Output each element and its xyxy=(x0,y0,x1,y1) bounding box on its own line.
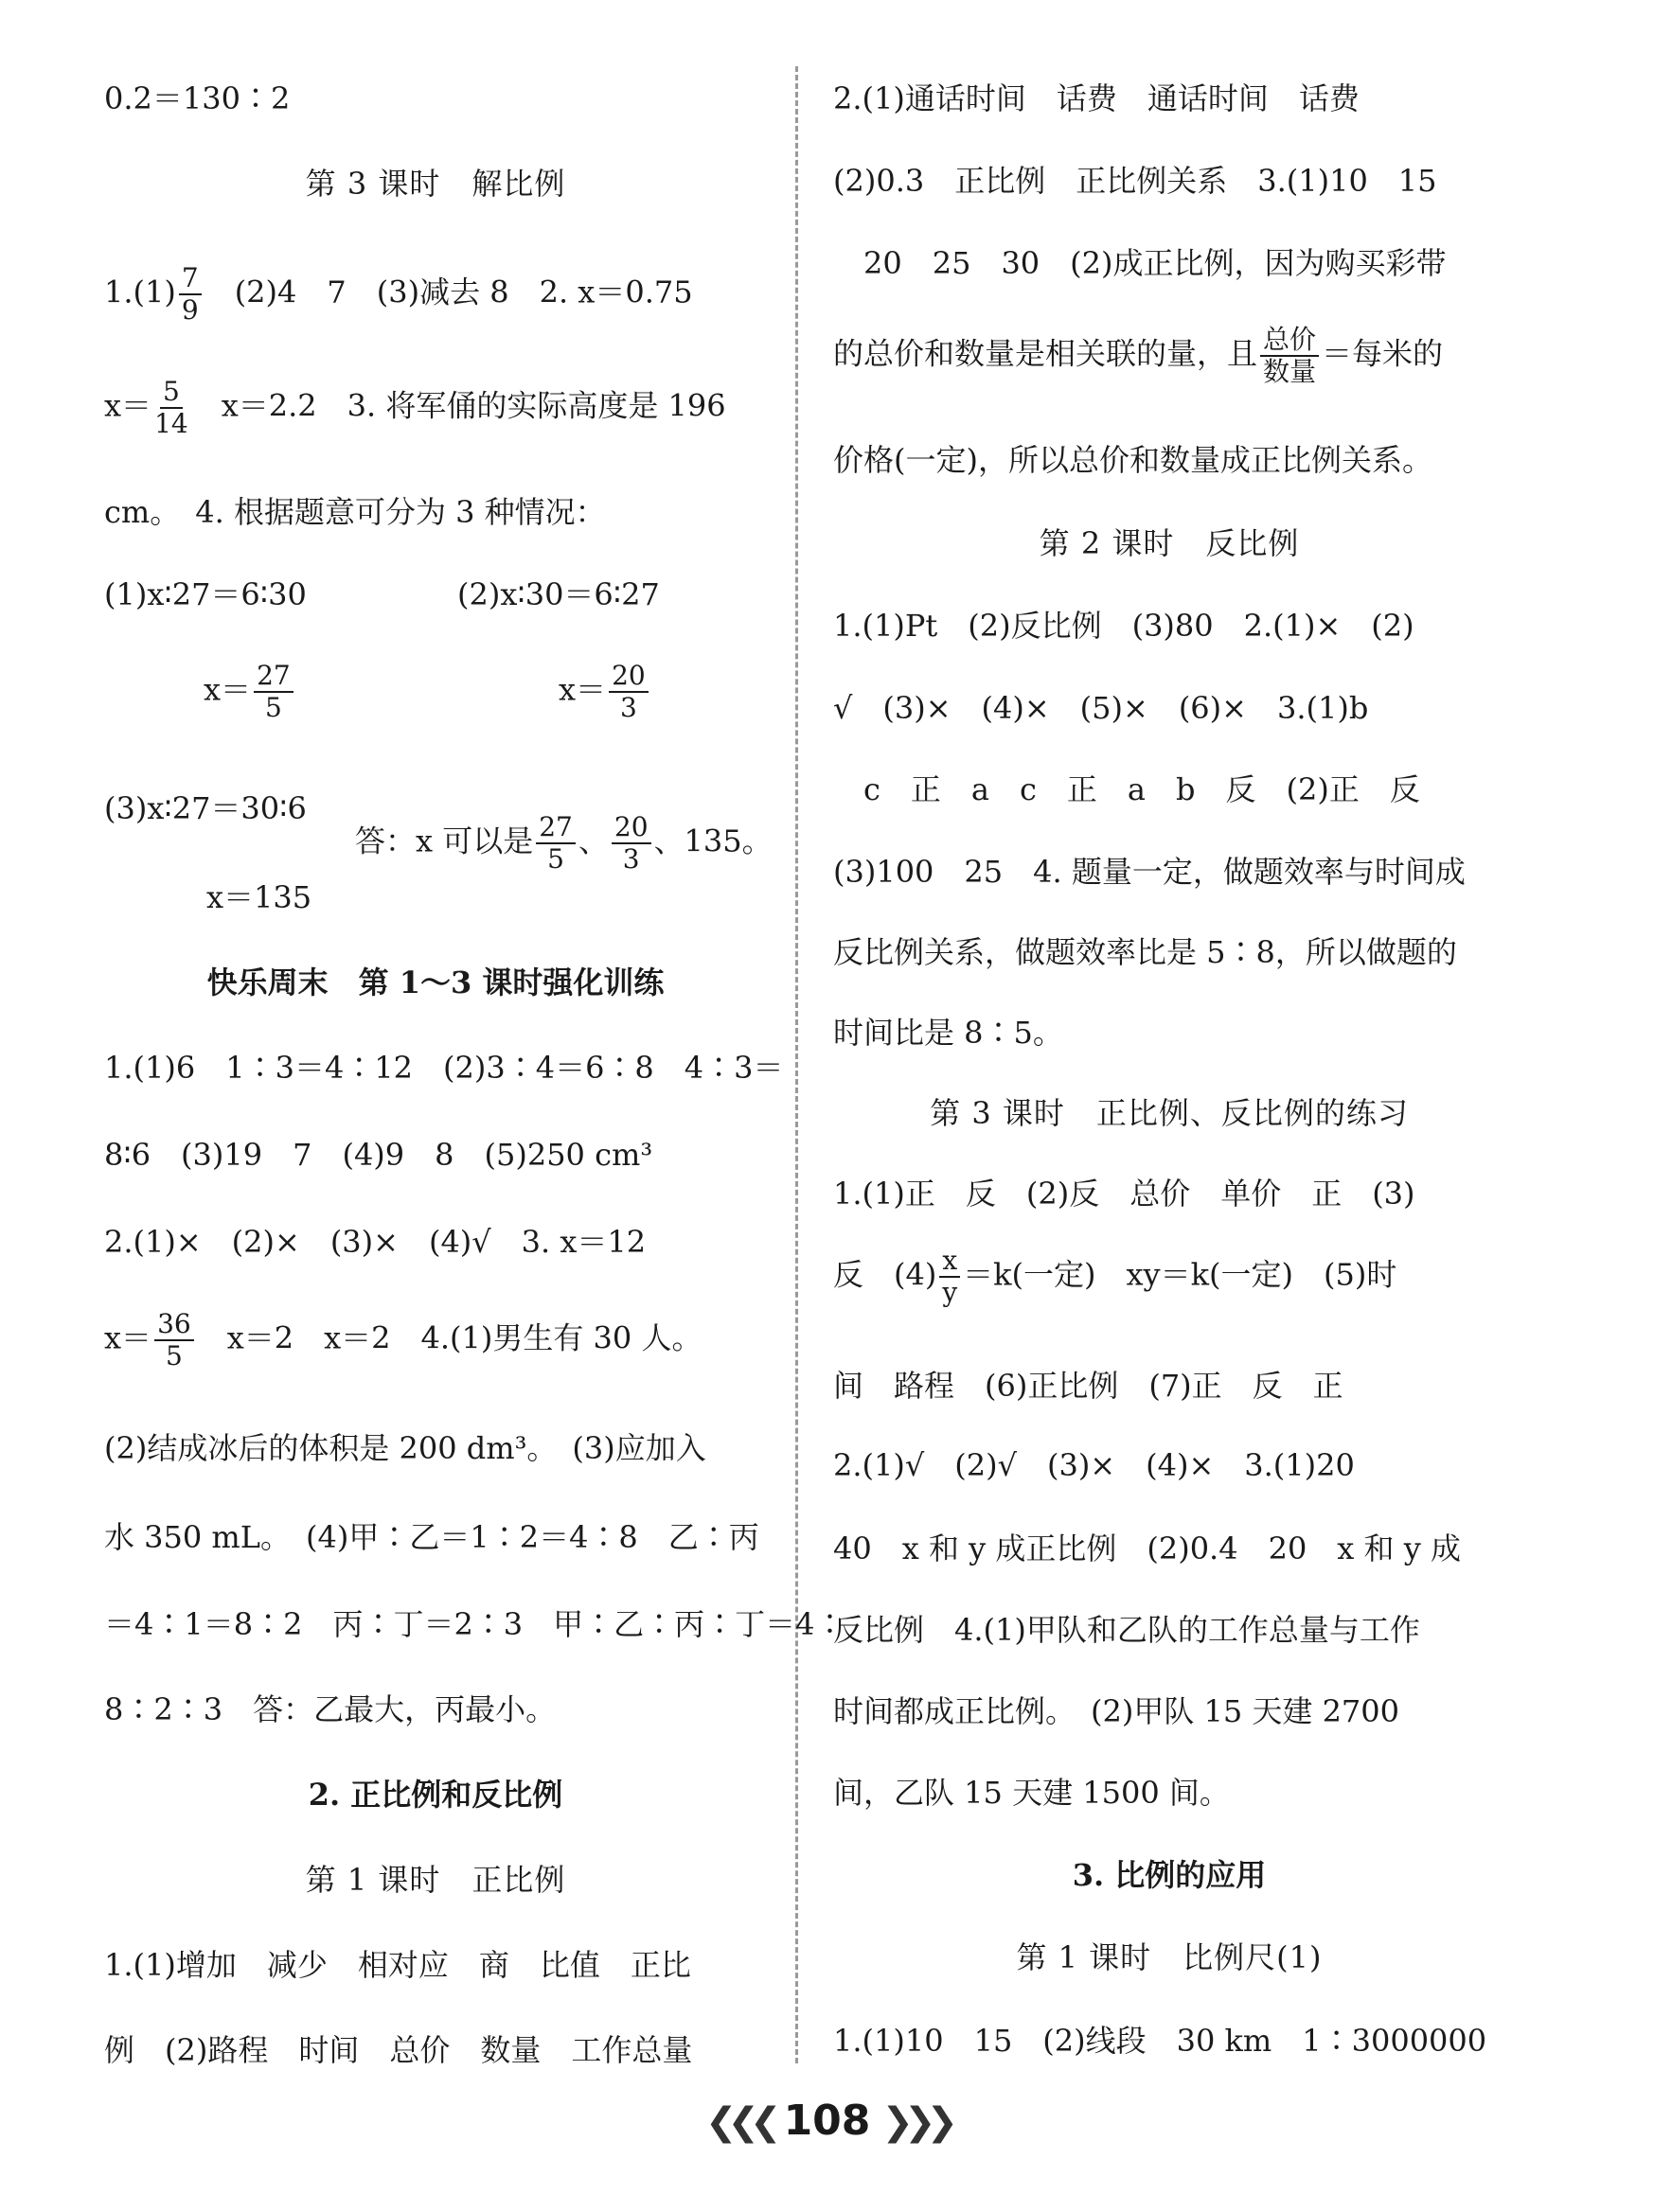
fraction: $\frac{20}{3}$ xyxy=(612,814,651,873)
answer-line: 水 350 mL。 (4)甲∶乙＝1∶2＝4∶8 乙∶丙 xyxy=(104,1519,759,1555)
section-heading: 2. 正比例和反比例 xyxy=(308,1777,563,1813)
answer-line: x＝ $\frac{27}{5}$ xyxy=(204,663,296,721)
answer-line: 1.(1)正 反 (2)反 总价 单价 正 (3) xyxy=(833,1176,1415,1212)
fraction: $\frac{\text{总价}}{\text{数量}}$ xyxy=(1260,327,1319,385)
answer-line: (1)x∶27＝6∶30 xyxy=(104,576,307,612)
answer-line: 20 25 30 (2)成正比例，因为购买彩带 xyxy=(863,245,1447,281)
answer-line: 的总价和数量是相关联的量，且 $\frac{\text{总价}}{\text{数量}}$ ＝每米的 xyxy=(833,324,1444,387)
fraction: $\frac{7}{9}$ xyxy=(179,265,202,324)
answer-line: (3)100 25 4. 题量一定，做题效率与时间成 xyxy=(833,854,1466,890)
lesson-heading: 第 2 课时 反比例 xyxy=(1039,525,1300,561)
answer-line: (2)x∶30＝6∶27 xyxy=(457,576,660,612)
answer-line: 答：x 可以是 $\frac{27}{5}$ 、 $\frac{20}{3}$ 、135。 xyxy=(355,811,773,875)
fraction: $\frac{20}{3}$ xyxy=(609,663,649,721)
answer-line: cm。 4. 根据题意可分为 3 种情况： xyxy=(104,494,606,530)
answer-line: 反比例 4.(1)甲队和乙队的工作总量与工作 xyxy=(833,1612,1420,1648)
lesson-heading: 第 3 课时 解比例 xyxy=(305,166,566,202)
answer-line: 1.(1)Pt (2)反比例 (3)80 2.(1)× (2) xyxy=(833,608,1414,644)
answer-line: 1.(1)10 15 (2)线段 30 km 1∶3000000 xyxy=(833,2023,1487,2059)
column-divider xyxy=(795,66,798,2063)
answer-line: (3)x∶27＝30∶6 xyxy=(104,790,307,826)
answer-line: x＝ $\frac{5}{14}$ x＝2.2 3. 将军俑的实际高度是 196 xyxy=(104,376,726,439)
fraction: $\frac{27}{5}$ xyxy=(536,814,576,873)
answer-line: x＝135 xyxy=(206,879,312,915)
double-chevron-right-icon: ❯❯❯ xyxy=(881,2100,949,2144)
fraction: $\frac{5}{14}$ xyxy=(154,376,188,439)
answer-line: x＝ $\frac{20}{3}$ xyxy=(559,663,651,721)
lesson-heading: 第 1 课时 比例尺(1) xyxy=(1016,1939,1323,1975)
answer-line: (2)0.3 正比例 正比例关系 3.(1)10 15 xyxy=(833,163,1437,199)
answer-line: 8∶2∶3 答：乙最大，丙最小。 xyxy=(104,1691,557,1727)
section-heading: 快乐周末 第 1～3 课时强化训练 xyxy=(206,964,665,1000)
answer-line: 例 (2)路程 时间 总价 数量 工作总量 xyxy=(104,2032,693,2068)
lesson-heading: 第 1 课时 正比例 xyxy=(305,1862,566,1898)
answer-line: ＝4∶1＝8∶2 丙∶丁＝2∶3 甲∶乙∶丙∶丁＝4∶ xyxy=(104,1606,845,1642)
answer-line: 2.(1)通话时间 话费 通话时间 话费 xyxy=(833,80,1360,116)
answer-line: 间 路程 (6)正比例 (7)正 反 正 xyxy=(833,1368,1343,1404)
answer-line: 2.(1)√ (2)√ (3)× (4)× 3.(1)20 xyxy=(833,1447,1355,1483)
answer-line: √ (3)× (4)× (5)× (6)× 3.(1)b xyxy=(833,690,1369,726)
answer-line: c 正 a c 正 a b 反 (2)正 反 xyxy=(863,771,1420,807)
answer-line: 时间都成正比例。 (2)甲队 15 天建 2700 xyxy=(833,1693,1400,1729)
fraction: $\frac{x}{y}$ xyxy=(939,1248,960,1306)
page-number: ❮❮❮ 108 ❯❯❯ xyxy=(705,2097,949,2145)
answer-line: 时间比是 8∶5。 xyxy=(833,1015,1063,1051)
answer-line: 2.(1)× (2)× (3)× (4)√ 3. x＝12 xyxy=(104,1224,647,1260)
answer-line: 8∶6 (3)19 7 (4)9 8 (5)250 cm³ xyxy=(104,1137,653,1173)
lesson-heading: 第 3 课时 正比例、反比例的练习 xyxy=(930,1095,1409,1131)
answer-line: 0.2＝130∶2 xyxy=(104,80,291,116)
fraction: $\frac{27}{5}$ xyxy=(254,663,293,721)
answer-line: 1.(1) $\frac{7}{9}$ (2)4 7 (3)减去 8 2. x＝0.75 xyxy=(104,262,693,326)
answer-line: 间，乙队 15 天建 1500 间。 xyxy=(833,1775,1230,1811)
section-heading: 3. 比例的应用 xyxy=(1072,1857,1267,1893)
double-chevron-left-icon: ❮❮❮ xyxy=(705,2100,773,2144)
fraction: $\frac{36}{5}$ xyxy=(154,1311,194,1370)
answer-line: 反比例关系，做题效率比是 5∶8，所以做题的 xyxy=(833,934,1457,970)
answer-line: 1.(1)增加 减少 相对应 商 比值 正比 xyxy=(104,1947,691,1983)
answer-line: 40 x 和 y 成正比例 (2)0.4 20 x 和 y 成 xyxy=(833,1531,1461,1566)
answer-line: 价格(一定)，所以总价和数量成正比例关系。 xyxy=(833,442,1432,478)
answer-line: (2)结成冰后的体积是 200 dm³。 (3)应加入 xyxy=(104,1430,706,1466)
answer-line: 反 (4) $\frac{x}{y}$ ＝k(一定) xy＝k(一定) (5)时 xyxy=(833,1245,1397,1308)
answer-line: x＝ $\frac{36}{5}$ x＝2 x＝2 4.(1)男生有 30 人。 xyxy=(104,1308,703,1371)
answer-line: 1.(1)6 1∶3＝4∶12 (2)3∶4＝6∶8 4∶3＝ xyxy=(104,1050,784,1086)
